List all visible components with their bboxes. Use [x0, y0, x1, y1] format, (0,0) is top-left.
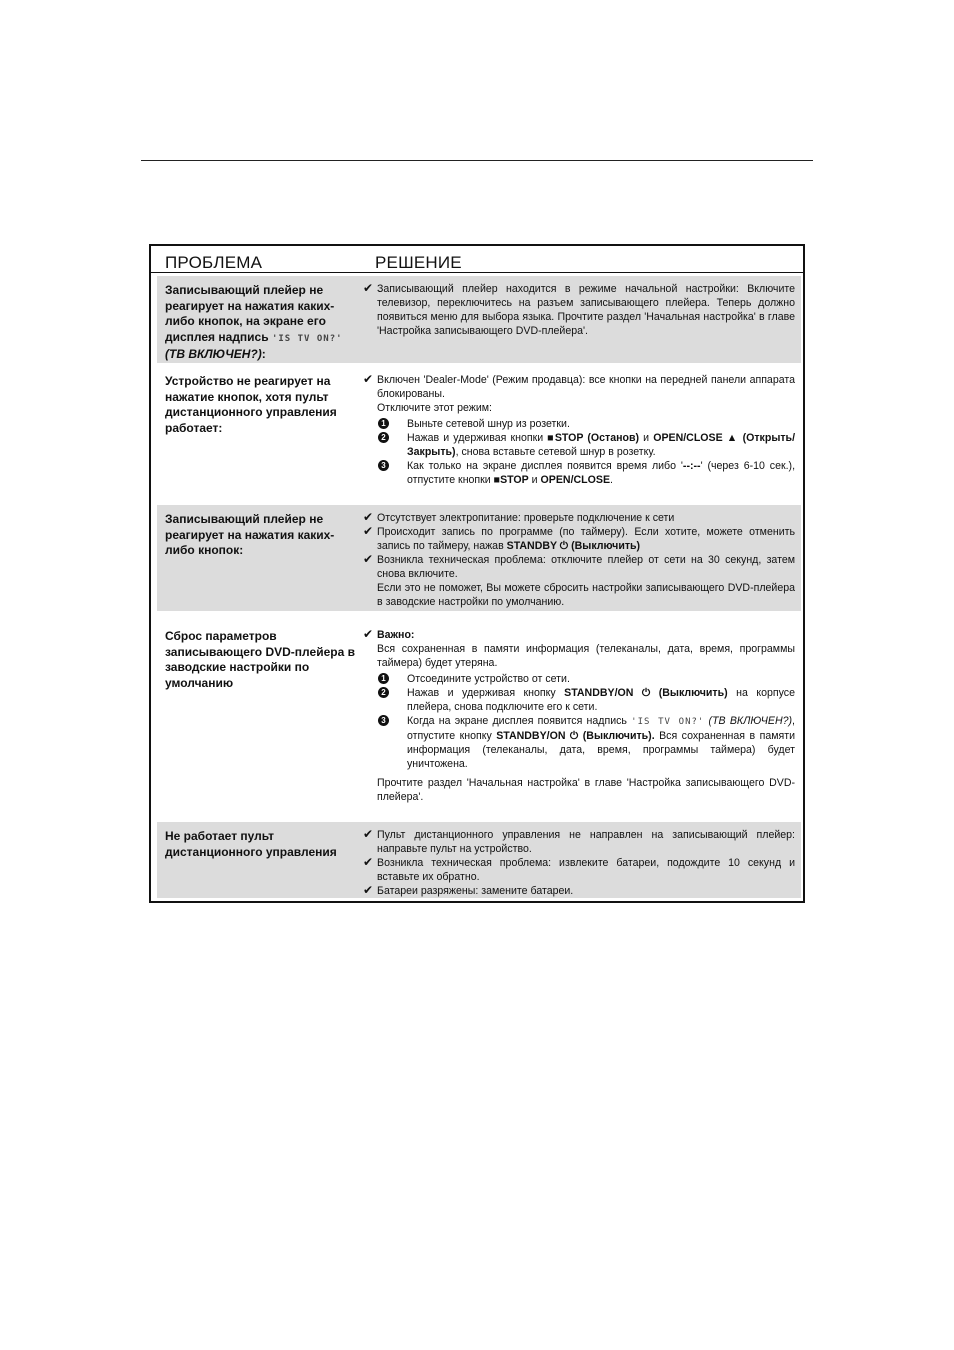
problem-text: Записывающий плейер не реагирует на нажатия каких-либо кнопок:	[165, 512, 335, 557]
check-icon: ✔	[363, 372, 374, 386]
step-2-icon: 2	[378, 432, 389, 443]
step-1-icon: 1	[378, 673, 389, 684]
check-icon: ✔	[363, 855, 374, 869]
troubleshooting-table	[149, 244, 805, 903]
solution-text: ✔ Отсутствует электропитание: проверьте подключение к сети ✔ Происходит запись по программе (по таймеру). Если хотите, можете отменить запись по таймеру, нажав STANDBY ⏻ (Выключить) ✔ Возникла техническая проблема: отключите плейер от сети на 30 секунд, затем снова включите. Если это не поможет, Вы можете сбросить настройки записывающего DVD-плейера в заводские настройки по умолчанию.	[363, 510, 795, 608]
solution-text: ✔ Включен 'Dealer-Mode' (Режим продавца): все кнопки на передней панели аппарата блокированы. Отключите этот режим: 1 Выньте сетевой шнур из розетки. 2 Нажав и удерживая кнопки ■STOP (Останов) и OPEN/CLOSE ▲ (Открыть/ Закрыть), снова вставьте сетевой шнур в розетку. 3 Как только на экране дисплея появится время либо '--:--' (через 6-10 сек.), отпустите кнопки ■STOP и OPEN/CLOSE.	[363, 372, 796, 486]
check-icon: ✔	[363, 827, 374, 841]
check-icon: ✔	[363, 524, 374, 538]
problem-text: Сброс параметров записывающего DVD-плейера в заводские настройки по умолчанию	[165, 629, 355, 690]
table-row	[157, 367, 801, 495]
display-readout: 'IS TV ON?'	[271, 333, 343, 344]
table-row	[157, 822, 801, 898]
solution-text: ✔ Пульт дистанционного управления не направлен на записывающий плейер: направьте пульт на устройство. ✔ Возникла техническая проблема: извлеките батареи, подождите 10 секунд и вставьте их обратно. ✔ Батареи разряжены: замените батареи.	[363, 827, 795, 897]
check-icon: ✔	[363, 281, 374, 295]
check-icon: ✔	[363, 552, 374, 566]
top-rule	[141, 160, 813, 161]
table-row	[157, 276, 801, 363]
problem-text: Не работает пульт дистанционного управления	[165, 829, 337, 859]
solution-text: ✔ Важно: Вся сохраненная в памяти информация (телеканалы, дата, время, программы таймера) будет утеряна. 1 Отсоедините устройство от сети. 2 Нажав и удерживая кнопку STANDBY/ON ⏻ (Выключить) на корпусе плейера, снова подключите его к сети. 3 Когда на экране дисплея появится надпись 'IS TV ON?' (ТВ ВКЛЮЧЕН?), отпустите кнопку STANDBY/ON ⏻ (Выключить). Вся сохраненная в памяти информация (телеканалы, дата, время, программы таймера) будет уничтожена. Прочтите раздел 'Начальная настройка' в главе 'Настройка записывающего DVD-плейера'.	[363, 627, 796, 803]
solution-text: ✔ Записывающий плейер находится в режиме начальной настройки: Включите телевизор, переключитесь на разъем записывающего плейера. Теперь должно появиться меню для выбора языка. Прочтите раздел 'Начальная настройка' в главе 'Настройка записывающего DVD-плейера'.	[363, 281, 795, 337]
display-readout: 'IS TV ON?'	[631, 717, 705, 727]
problem-text: Записывающий плейер не реагирует на нажатия каких-либо кнопок, на экране его дисплея надпись 'IS TV ON?' (ТВ ВКЛЮЧЕН?):	[165, 283, 343, 361]
problem-header: ПРОБЛЕМА	[165, 253, 263, 272]
step-3-icon: 3	[378, 715, 389, 726]
table-row	[157, 505, 801, 611]
header-rule	[151, 272, 803, 273]
check-icon: ✔	[363, 883, 374, 897]
check-icon: ✔	[363, 627, 374, 641]
check-icon: ✔	[363, 510, 374, 524]
step-2-icon: 2	[378, 687, 389, 698]
step-1-icon: 1	[378, 418, 389, 429]
table-row	[157, 622, 801, 812]
solution-header: РЕШЕНИЕ	[375, 253, 462, 272]
problem-text: Устройство не реагирует на нажатие кнопок, хотя пульт дистанционного управления работает:	[165, 374, 337, 435]
step-3-icon: 3	[378, 460, 389, 471]
